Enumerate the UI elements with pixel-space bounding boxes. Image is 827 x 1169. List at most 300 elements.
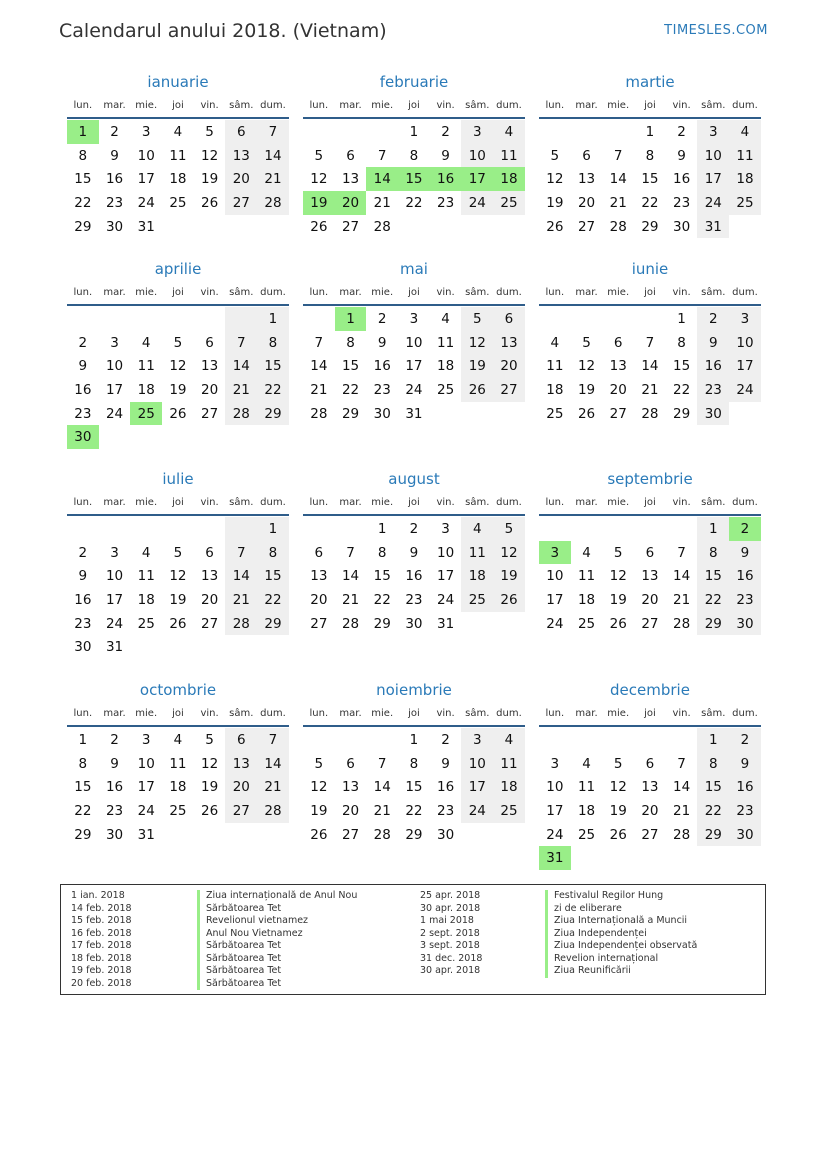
day-cell[interactable]: 20 (225, 167, 257, 191)
day-cell[interactable]: 14 (366, 167, 398, 191)
day-cell[interactable]: 25 (437, 381, 455, 398)
day-cell[interactable]: 23 (437, 194, 455, 211)
day-cell[interactable]: 6 (645, 755, 655, 772)
day-cell[interactable]: 2 (729, 728, 761, 752)
day-cell[interactable]: 22 (341, 381, 360, 398)
day-cell[interactable]: 2 (110, 123, 119, 140)
day-cell[interactable]: 15 (257, 564, 289, 588)
day-cell[interactable]: 17 (546, 802, 564, 819)
day-cell[interactable]: 31 (437, 615, 455, 632)
day-cell[interactable]: 13 (641, 779, 659, 796)
day-cell[interactable]: 8 (78, 147, 88, 164)
day-cell[interactable]: 9 (110, 755, 119, 772)
day-cell[interactable]: 4 (141, 544, 151, 561)
day-cell[interactable]: 28 (609, 218, 627, 235)
day-cell[interactable]: 23 (729, 799, 761, 823)
day-cell[interactable]: 11 (461, 541, 493, 565)
day-cell[interactable]: 2 (677, 123, 686, 140)
day-cell[interactable]: 18 (577, 591, 596, 608)
day-cell[interactable]: 14 (225, 564, 257, 588)
day-cell[interactable]: 27 (577, 218, 596, 235)
day-cell[interactable]: 8 (346, 334, 355, 351)
day-cell[interactable]: 9 (377, 334, 387, 351)
day-cell[interactable]: 3 (461, 728, 493, 752)
day-cell[interactable]: 31 (137, 826, 155, 843)
day-cell[interactable]: 27 (225, 799, 257, 823)
day-cell[interactable]: 19 (609, 802, 627, 819)
day-cell[interactable]: 12 (546, 171, 564, 188)
day-cell[interactable]: 27 (310, 615, 328, 632)
day-cell[interactable]: 20 (641, 802, 659, 819)
day-cell[interactable]: 15 (641, 171, 659, 188)
day-cell[interactable]: 3 (110, 544, 119, 561)
day-cell[interactable]: 3 (461, 120, 493, 144)
day-cell[interactable]: 17 (137, 171, 155, 188)
day-cell[interactable]: 4 (729, 120, 761, 144)
day-cell[interactable]: 5 (173, 334, 183, 351)
day-cell[interactable]: 5 (613, 755, 623, 772)
day-cell[interactable]: 7 (257, 728, 289, 752)
day-cell[interactable]: 10 (137, 755, 155, 772)
day-cell[interactable]: 2 (110, 731, 119, 748)
day-cell[interactable]: 8 (677, 334, 686, 351)
day-cell[interactable]: 27 (225, 191, 257, 215)
day-cell[interactable]: 8 (257, 541, 289, 565)
day-cell[interactable]: 19 (577, 381, 596, 398)
day-cell[interactable]: 31 (405, 405, 423, 422)
day-cell[interactable]: 17 (105, 591, 124, 608)
day-cell[interactable]: 1 (697, 517, 729, 541)
day-cell[interactable]: 2 (729, 517, 761, 541)
day-cell[interactable]: 14 (341, 568, 360, 585)
day-cell[interactable]: 9 (729, 541, 761, 565)
day-cell[interactable]: 5 (173, 544, 183, 561)
day-cell[interactable]: 13 (609, 358, 627, 375)
day-cell[interactable]: 15 (405, 779, 423, 796)
day-cell[interactable]: 20 (335, 191, 367, 215)
day-cell[interactable]: 24 (105, 615, 124, 632)
day-cell[interactable]: 9 (441, 147, 450, 164)
day-cell[interactable]: 27 (201, 405, 219, 422)
day-cell[interactable]: 31 (697, 215, 729, 239)
day-cell[interactable]: 7 (377, 755, 387, 772)
day-cell[interactable]: 17 (461, 167, 493, 191)
day-cell[interactable]: 15 (74, 779, 92, 796)
day-cell[interactable]: 1 (409, 731, 419, 748)
day-cell[interactable]: 10 (461, 752, 493, 776)
day-cell[interactable]: 26 (609, 615, 627, 632)
day-cell[interactable]: 8 (377, 544, 387, 561)
day-cell[interactable]: 6 (493, 307, 525, 331)
day-cell[interactable]: 18 (437, 358, 455, 375)
day-cell[interactable]: 9 (78, 358, 88, 375)
day-cell[interactable]: 4 (493, 120, 525, 144)
day-cell[interactable]: 4 (173, 123, 183, 140)
day-cell[interactable]: 17 (729, 354, 761, 378)
day-cell[interactable]: 16 (74, 591, 92, 608)
day-cell[interactable]: 19 (169, 591, 187, 608)
day-cell[interactable]: 11 (137, 568, 155, 585)
day-cell[interactable]: 30 (437, 826, 455, 843)
day-cell[interactable]: 13 (310, 568, 328, 585)
day-cell[interactable]: 20 (641, 591, 659, 608)
day-cell[interactable]: 2 (697, 307, 729, 331)
day-cell[interactable]: 24 (546, 826, 564, 843)
day-cell[interactable]: 24 (729, 378, 761, 402)
day-cell[interactable]: 12 (493, 541, 525, 565)
day-cell[interactable]: 16 (437, 779, 455, 796)
day-cell[interactable]: 26 (493, 588, 525, 612)
day-cell[interactable]: 11 (577, 568, 596, 585)
day-cell[interactable]: 25 (546, 405, 564, 422)
day-cell[interactable]: 21 (310, 381, 328, 398)
day-cell[interactable]: 4 (582, 544, 591, 561)
day-cell[interactable]: 21 (257, 167, 289, 191)
day-cell[interactable]: 30 (729, 823, 761, 847)
day-cell[interactable]: 29 (641, 218, 659, 235)
day-cell[interactable]: 15 (373, 568, 391, 585)
day-cell[interactable]: 13 (201, 568, 219, 585)
day-cell[interactable]: 6 (205, 334, 214, 351)
day-cell[interactable]: 27 (341, 218, 360, 235)
day-cell[interactable]: 29 (373, 615, 391, 632)
day-cell[interactable]: 29 (673, 405, 691, 422)
day-cell[interactable]: 4 (441, 310, 450, 327)
day-cell[interactable]: 17 (697, 167, 729, 191)
day-cell[interactable]: 27 (341, 826, 360, 843)
day-cell[interactable]: 14 (641, 358, 659, 375)
day-cell[interactable]: 25 (577, 615, 596, 632)
day-cell[interactable]: 7 (645, 334, 655, 351)
day-cell[interactable]: 8 (409, 755, 419, 772)
day-cell[interactable]: 18 (461, 564, 493, 588)
day-cell[interactable]: 4 (582, 755, 591, 772)
day-cell[interactable]: 19 (609, 591, 627, 608)
day-cell[interactable]: 19 (169, 381, 187, 398)
day-cell[interactable]: 13 (493, 331, 525, 355)
day-cell[interactable]: 16 (729, 775, 761, 799)
day-cell[interactable]: 9 (409, 544, 419, 561)
day-cell[interactable]: 25 (577, 826, 596, 843)
day-cell[interactable]: 25 (169, 802, 187, 819)
day-cell[interactable]: 1 (257, 307, 289, 331)
day-cell[interactable]: 8 (78, 755, 88, 772)
day-cell[interactable]: 19 (310, 802, 328, 819)
day-cell[interactable]: 18 (137, 381, 155, 398)
day-cell[interactable]: 28 (373, 218, 391, 235)
day-cell[interactable]: 13 (225, 144, 257, 168)
day-cell[interactable]: 11 (577, 779, 596, 796)
day-cell[interactable]: 11 (169, 147, 187, 164)
day-cell[interactable]: 21 (257, 775, 289, 799)
day-cell[interactable]: 16 (697, 354, 729, 378)
day-cell[interactable]: 15 (697, 564, 729, 588)
day-cell[interactable]: 28 (225, 612, 257, 636)
day-cell[interactable]: 1 (377, 520, 387, 537)
day-cell[interactable]: 6 (645, 544, 655, 561)
day-cell[interactable]: 29 (74, 826, 92, 843)
day-cell[interactable]: 20 (201, 381, 219, 398)
day-cell[interactable]: 10 (405, 334, 423, 351)
day-cell[interactable]: 3 (729, 307, 761, 331)
day-cell[interactable]: 22 (405, 802, 423, 819)
day-cell[interactable]: 12 (310, 171, 328, 188)
day-cell[interactable]: 23 (729, 588, 761, 612)
day-cell[interactable]: 7 (613, 147, 623, 164)
day-cell[interactable]: 30 (729, 612, 761, 636)
day-cell[interactable]: 6 (225, 728, 257, 752)
day-cell[interactable]: 23 (373, 381, 391, 398)
day-cell[interactable]: 18 (729, 167, 761, 191)
day-cell[interactable]: 17 (105, 381, 124, 398)
day-cell[interactable]: 13 (201, 358, 219, 375)
day-cell[interactable]: 23 (105, 802, 124, 819)
day-cell[interactable]: 26 (461, 378, 493, 402)
day-cell[interactable]: 7 (377, 147, 387, 164)
day-cell[interactable]: 11 (169, 755, 187, 772)
day-cell[interactable]: 5 (205, 731, 214, 748)
day-cell[interactable]: 24 (461, 799, 493, 823)
day-cell[interactable]: 5 (613, 544, 623, 561)
day-cell[interactable]: 2 (409, 520, 419, 537)
day-cell[interactable]: 21 (225, 378, 257, 402)
day-cell[interactable]: 20 (341, 802, 360, 819)
day-cell[interactable]: 14 (673, 779, 691, 796)
day-cell[interactable]: 5 (493, 517, 525, 541)
day-cell[interactable]: 21 (673, 802, 691, 819)
day-cell[interactable]: 25 (493, 799, 525, 823)
day-cell[interactable]: 19 (201, 779, 219, 796)
day-cell[interactable]: 12 (169, 568, 187, 585)
day-cell[interactable]: 9 (78, 568, 88, 585)
day-cell[interactable]: 18 (169, 171, 187, 188)
day-cell[interactable]: 15 (341, 358, 360, 375)
day-cell[interactable]: 18 (577, 802, 596, 819)
day-cell[interactable]: 3 (697, 120, 729, 144)
day-cell[interactable]: 23 (74, 615, 92, 632)
day-cell[interactable]: 25 (493, 191, 525, 215)
day-cell[interactable]: 6 (582, 147, 591, 164)
day-cell[interactable]: 25 (461, 588, 493, 612)
day-cell[interactable]: 1 (409, 123, 419, 140)
day-cell[interactable]: 12 (201, 755, 219, 772)
day-cell[interactable]: 1 (645, 123, 655, 140)
day-cell[interactable]: 27 (641, 826, 659, 843)
day-cell[interactable]: 24 (437, 591, 455, 608)
day-cell[interactable]: 28 (310, 405, 328, 422)
day-cell[interactable]: 23 (437, 802, 455, 819)
day-cell[interactable]: 1 (677, 310, 686, 327)
day-cell[interactable]: 24 (105, 405, 124, 422)
day-cell[interactable]: 24 (546, 615, 564, 632)
day-cell[interactable]: 4 (493, 728, 525, 752)
day-cell[interactable]: 6 (346, 147, 355, 164)
day-cell[interactable]: 16 (430, 167, 462, 191)
day-cell[interactable]: 14 (609, 171, 627, 188)
day-cell[interactable]: 26 (546, 218, 564, 235)
day-cell[interactable]: 28 (641, 405, 659, 422)
day-cell[interactable]: 23 (405, 591, 423, 608)
day-cell[interactable]: 10 (546, 568, 564, 585)
day-cell[interactable]: 23 (74, 405, 92, 422)
day-cell[interactable]: 7 (677, 755, 686, 772)
day-cell[interactable]: 20 (201, 591, 219, 608)
day-cell[interactable]: 11 (493, 752, 525, 776)
day-cell[interactable]: 26 (169, 615, 187, 632)
day-cell[interactable]: 29 (697, 823, 729, 847)
day-cell[interactable]: 14 (310, 358, 328, 375)
day-cell[interactable]: 26 (201, 194, 219, 211)
day-cell[interactable]: 15 (74, 171, 92, 188)
day-cell[interactable]: 30 (105, 826, 124, 843)
day-cell[interactable]: 6 (225, 120, 257, 144)
day-cell[interactable]: 29 (257, 612, 289, 636)
day-cell[interactable]: 24 (405, 381, 423, 398)
day-cell[interactable]: 18 (169, 779, 187, 796)
day-cell[interactable]: 26 (169, 405, 187, 422)
day-cell[interactable]: 28 (673, 826, 691, 843)
day-cell[interactable]: 2 (78, 544, 88, 561)
day-cell[interactable]: 3 (550, 755, 560, 772)
day-cell[interactable]: 6 (613, 334, 623, 351)
day-cell[interactable]: 25 (169, 194, 187, 211)
day-cell[interactable]: 2 (377, 310, 387, 327)
day-cell[interactable]: 30 (697, 402, 729, 426)
day-cell[interactable]: 13 (341, 779, 360, 796)
day-cell[interactable]: 22 (697, 588, 729, 612)
day-cell[interactable]: 20 (577, 194, 596, 211)
day-cell[interactable]: 11 (137, 358, 155, 375)
day-cell[interactable]: 12 (577, 358, 596, 375)
day-cell[interactable]: 31 (137, 218, 155, 235)
day-cell[interactable]: 23 (105, 194, 124, 211)
day-cell[interactable]: 10 (437, 544, 455, 561)
day-cell[interactable]: 26 (310, 826, 328, 843)
day-cell[interactable]: 1 (697, 728, 729, 752)
day-cell[interactable]: 1 (257, 517, 289, 541)
day-cell[interactable]: 22 (697, 799, 729, 823)
day-cell[interactable]: 30 (67, 425, 99, 449)
day-cell[interactable]: 22 (373, 591, 391, 608)
day-cell[interactable]: 19 (461, 354, 493, 378)
day-cell[interactable]: 29 (257, 402, 289, 426)
day-cell[interactable]: 3 (141, 123, 151, 140)
day-cell[interactable]: 10 (546, 779, 564, 796)
day-cell[interactable]: 17 (437, 568, 455, 585)
day-cell[interactable]: 28 (341, 615, 360, 632)
day-cell[interactable]: 13 (641, 568, 659, 585)
day-cell[interactable]: 7 (257, 120, 289, 144)
day-cell[interactable]: 27 (201, 615, 219, 632)
day-cell[interactable]: 5 (461, 307, 493, 331)
day-cell[interactable]: 11 (729, 144, 761, 168)
day-cell[interactable]: 30 (74, 639, 92, 656)
day-cell[interactable]: 2 (441, 123, 450, 140)
day-cell[interactable]: 25 (729, 191, 761, 215)
day-cell[interactable]: 3 (110, 334, 119, 351)
day-cell[interactable]: 20 (609, 381, 627, 398)
day-cell[interactable]: 20 (225, 775, 257, 799)
day-cell[interactable]: 9 (729, 752, 761, 776)
day-cell[interactable]: 22 (257, 378, 289, 402)
day-cell[interactable]: 15 (398, 167, 430, 191)
day-cell[interactable]: 17 (137, 779, 155, 796)
day-cell[interactable]: 29 (341, 405, 360, 422)
day-cell[interactable]: 10 (729, 331, 761, 355)
day-cell[interactable]: 6 (346, 755, 355, 772)
day-cell[interactable]: 20 (310, 591, 328, 608)
day-cell[interactable]: 8 (409, 147, 419, 164)
day-cell[interactable]: 16 (405, 568, 423, 585)
day-cell[interactable]: 7 (225, 541, 257, 565)
day-cell[interactable]: 5 (582, 334, 591, 351)
day-cell[interactable]: 15 (673, 358, 691, 375)
day-cell[interactable]: 10 (461, 144, 493, 168)
day-cell[interactable]: 5 (314, 755, 324, 772)
day-cell[interactable]: 29 (405, 826, 423, 843)
day-cell[interactable]: 24 (697, 191, 729, 215)
day-cell[interactable]: 12 (609, 779, 627, 796)
day-cell[interactable]: 28 (373, 826, 391, 843)
day-cell[interactable]: 7 (677, 544, 686, 561)
day-cell[interactable]: 25 (130, 402, 162, 426)
day-cell[interactable]: 5 (205, 123, 214, 140)
day-cell[interactable]: 4 (550, 334, 560, 351)
day-cell[interactable]: 2 (441, 731, 450, 748)
day-cell[interactable]: 12 (310, 779, 328, 796)
day-cell[interactable]: 3 (409, 310, 419, 327)
day-cell[interactable]: 3 (441, 520, 450, 537)
day-cell[interactable]: 17 (461, 775, 493, 799)
day-cell[interactable]: 21 (673, 591, 691, 608)
day-cell[interactable]: 11 (493, 144, 525, 168)
day-cell[interactable]: 12 (169, 358, 187, 375)
brand-link[interactable]: TIMESLES.COM (664, 23, 768, 38)
day-cell[interactable]: 14 (257, 752, 289, 776)
day-cell[interactable]: 10 (105, 568, 124, 585)
day-cell[interactable]: 22 (641, 194, 659, 211)
day-cell[interactable]: 24 (137, 194, 155, 211)
day-cell[interactable]: 29 (697, 612, 729, 636)
day-cell[interactable]: 7 (314, 334, 324, 351)
day-cell[interactable]: 21 (373, 194, 391, 211)
day-cell[interactable]: 21 (641, 381, 659, 398)
day-cell[interactable]: 22 (74, 194, 92, 211)
day-cell[interactable]: 21 (225, 588, 257, 612)
day-cell[interactable]: 12 (461, 331, 493, 355)
day-cell[interactable]: 18 (546, 381, 564, 398)
day-cell[interactable]: 23 (673, 194, 691, 211)
day-cell[interactable]: 28 (673, 615, 691, 632)
day-cell[interactable]: 13 (341, 171, 360, 188)
day-cell[interactable]: 10 (697, 144, 729, 168)
day-cell[interactable]: 6 (314, 544, 324, 561)
day-cell[interactable]: 16 (373, 358, 391, 375)
day-cell[interactable]: 19 (201, 171, 219, 188)
day-cell[interactable]: 13 (225, 752, 257, 776)
day-cell[interactable]: 20 (493, 354, 525, 378)
day-cell[interactable]: 22 (74, 802, 92, 819)
day-cell[interactable]: 1 (78, 731, 88, 748)
day-cell[interactable]: 8 (257, 331, 289, 355)
day-cell[interactable]: 21 (609, 194, 627, 211)
day-cell[interactable]: 10 (105, 358, 124, 375)
day-cell[interactable]: 30 (673, 218, 691, 235)
day-cell[interactable]: 12 (609, 568, 627, 585)
day-cell[interactable]: 14 (257, 144, 289, 168)
day-cell[interactable]: 5 (314, 147, 324, 164)
day-cell[interactable]: 24 (137, 802, 155, 819)
